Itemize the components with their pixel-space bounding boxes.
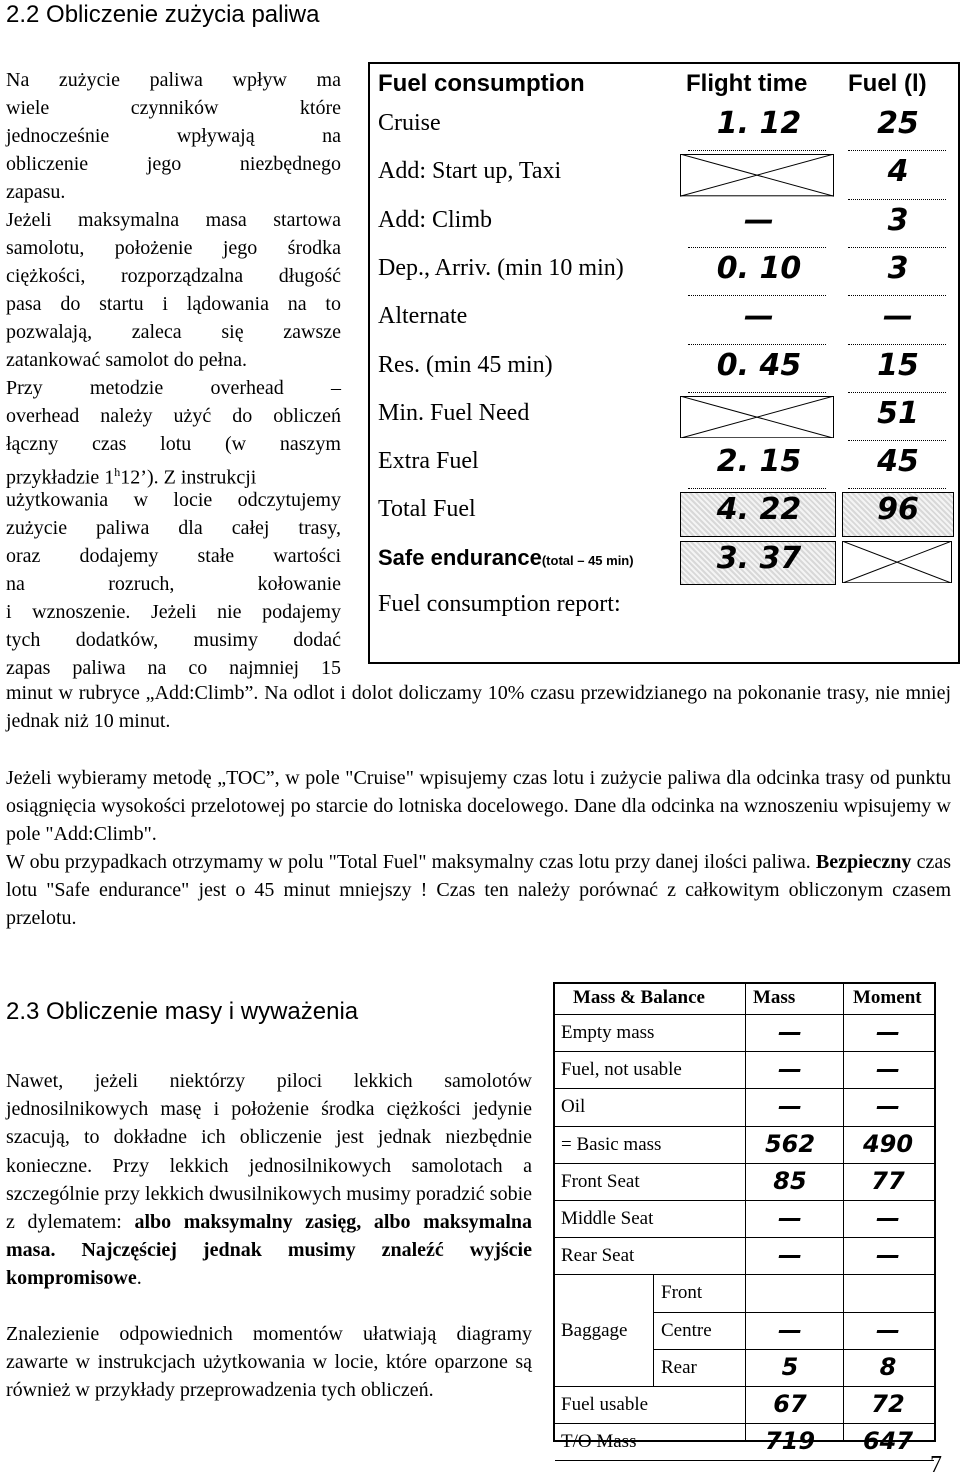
mass-value: 719 [764, 1427, 816, 1456]
p1-line: przykładzie 1$^h$12’). Z instrukcji [6, 465, 257, 489]
mb-part-b: . [136, 1267, 142, 1290]
p1-line: Przy metodzie overhead – [6, 377, 341, 399]
flight-time-value: 3. 37 [716, 540, 802, 576]
fuel-row-label: Min. Fuel Need [378, 399, 530, 426]
p1-line: zużycie paliwa dla całej trasy, [6, 517, 341, 539]
mb-bold: albo maksymalny zasięg, albo maksymalna masa. Najczęściej jednak musimy znaleźć wyjście kompromisowe [6, 1211, 532, 1290]
p1-line: użytkowania w locie odczytujemy [6, 489, 341, 511]
fuel-consumption-table [368, 62, 960, 664]
fuel-value: 96 [877, 492, 919, 528]
p1-line: zapasu. [6, 181, 66, 203]
p1-line: wiele czynników które [6, 97, 341, 119]
p3-part-b: czas lotu "Safe endurance" jest o 45 minut mniejszy ! Czas ten należy porównać z całkowitym obliczonym czasem przelotu. [6, 851, 951, 929]
row-divider [848, 392, 946, 394]
flight-time-value: 1. 12 [716, 106, 802, 141]
p1-line: samolotu, położenie jego środka [6, 237, 341, 259]
mass-value: — [778, 1018, 802, 1046]
row-divider [848, 199, 946, 201]
fuel-row-label: Total Fuel [378, 496, 476, 523]
moment-value: 490 [862, 1129, 914, 1158]
fuel-table-header [370, 64, 958, 104]
cross-box-icon [680, 396, 834, 438]
p1-line: tych dodatków, musimy dodać [6, 629, 341, 651]
p3-bold: Bezpieczny [815, 851, 912, 873]
mass-row-label: Oil [561, 1096, 586, 1118]
header-mass: Mass [753, 987, 796, 1008]
p1-line: Na zużycie paliwa wpływ ma [6, 69, 341, 91]
mass-value: — [778, 1204, 802, 1232]
moment-value: — [876, 1055, 900, 1084]
mass-value: 67 [773, 1390, 807, 1418]
mass-value: — [778, 1055, 802, 1084]
fuel-value: 25 [877, 106, 919, 141]
mass-row-label: Middle Seat [561, 1208, 654, 1229]
paragraph-fuel-continued: minut w rubryce „Add:Climb”. Na odlot i dolot doliczamy 10% czasu przewidzianego na pokonanie trasy, nie mniej jednak niż 10 minut. [6, 682, 951, 732]
p1-line: zatankować samolot do pełna. [6, 349, 248, 371]
flight-time-value: — [744, 202, 774, 238]
fuel-row-label: Dep., Arriv. (min 10 min) [378, 254, 624, 281]
page-number: 7 [930, 1452, 942, 1478]
mass-row-label: Centre [661, 1319, 712, 1341]
row-divider [688, 488, 826, 490]
flight-time-value: 0. 10 [716, 250, 802, 286]
mass-balance-table [553, 982, 936, 1456]
flight-time-value: — [744, 299, 774, 335]
p1-line: overhead należy użyć do obliczeń [6, 405, 341, 427]
p1-line: pasa do startu i lądowania na to [6, 293, 341, 315]
cross-box-icon [842, 541, 952, 583]
mass-value: 562 [764, 1129, 816, 1158]
moment-value: 72 [871, 1390, 905, 1418]
p1-line: Jeżeli maksymalna masa startowa [6, 209, 341, 231]
fuel-row-label: Add: Start up, Taxi [378, 158, 562, 185]
row-divider [688, 344, 826, 346]
p1-line: i wznoszenie. Jeżeli nie podajemy [6, 601, 341, 623]
flight-time-value: 4. 22 [716, 492, 802, 528]
mass-row-label: Fuel, not usable [561, 1059, 682, 1081]
fuel-value: 15 [877, 347, 919, 383]
cross-box-icon [680, 154, 834, 196]
mass-value: — [778, 1241, 802, 1270]
moment-value: — [876, 1204, 900, 1232]
safe-endurance-label: Safe endurance [378, 544, 542, 570]
moment-value: — [876, 1092, 900, 1121]
mass-row-label: Front [661, 1282, 703, 1304]
section-heading-2-3: 2.3 Obliczenie masy i wyważenia [6, 998, 359, 1025]
mass-row-label: = Basic mass [561, 1133, 662, 1155]
fuel-value: 45 [877, 444, 919, 480]
header-fuel-consumption: Fuel consumption [378, 70, 585, 97]
moment-value: 77 [871, 1166, 905, 1195]
row-divider [848, 344, 946, 346]
row-divider [848, 488, 946, 490]
fuel-value: — [883, 299, 913, 335]
moment-value: 8 [879, 1352, 897, 1381]
row-divider [848, 150, 946, 152]
p1-line: oraz dodajemy stałe wartości [6, 545, 341, 567]
row-divider [688, 392, 826, 394]
p1-line: pozwalają, zaleca się zawsze [6, 321, 341, 343]
p1-line: ciężkości, rozporządzalna długość [6, 265, 341, 287]
header-moment: Moment [853, 987, 922, 1008]
mass-value: 85 [773, 1166, 807, 1195]
fuel-row-label: Add: Climb [378, 206, 493, 233]
mass-value: — [778, 1315, 802, 1344]
flight-time-value: 0. 45 [716, 347, 802, 383]
baggage-label: Baggage [561, 1319, 628, 1341]
paragraph-total-fuel [6, 848, 951, 932]
fuel-row-label: Extra Fuel [378, 448, 479, 475]
p3-part-a: W obu przypadkach otrzymamy w polu "Total Fuel" maksymalny czas lotu przy danej ilości paliwa. [6, 851, 816, 873]
p1-line: łączny czas lotu (w naszym [6, 433, 341, 455]
row-divider [688, 247, 826, 249]
fuel-report-label: Fuel consumption report: [378, 591, 621, 617]
row-divider [848, 295, 946, 297]
moment-value: 647 [862, 1427, 914, 1456]
paragraph-toc-method: Jeżeli wybieramy metodę „TOC”, w pole "Cruise" wpisujemy czas lotu i zużycie paliwa dla odcinka trasy od punktu osiągnięcia wysokości przelotowej po starcie do lotniska docelowego. Dane dla odcinka na wznoszeniu wpisujemy w pole "Add:Climb". [6, 767, 951, 845]
p1-line: obliczenie jego niezbędnego [6, 153, 341, 175]
header-mass-balance: Mass & Balance [573, 987, 705, 1008]
fuel-row-label [378, 545, 634, 571]
mb-part-a: Nawet, jeżeli niektórzy piloci lekkich samolotów jednosilnikowych masę i położenie środka ciężkości jedynie szacują, to dokładne ich obliczenie jest jednak niezbędnie konieczne. Przy lekkich jednosilnikowych samolotach a szczególnie przy lekkich dwusilnikowych musimy poradzić sobie z dylematem: [6, 1070, 532, 1234]
fuel-value: 51 [877, 395, 919, 431]
mass-row-label: Rear [661, 1356, 697, 1378]
mass-value: — [778, 1092, 802, 1121]
mass-value: 5 [781, 1352, 799, 1381]
row-divider [688, 295, 826, 297]
mass-row-label: Rear Seat [561, 1245, 635, 1267]
p1-line: na rozruch, kołowanie [6, 573, 341, 595]
moment-value: — [876, 1018, 900, 1046]
header-flight-time: Flight time [686, 70, 808, 97]
paragraph-mass-balance [6, 1067, 532, 1293]
p1-line: zapas paliwa na co najmniej 15 [6, 657, 341, 679]
p1-superscript: h [114, 465, 121, 479]
fuel-value: 3 [887, 202, 909, 238]
fuel-row-label: Cruise [378, 110, 441, 136]
mass-row-label: T/O Mass [561, 1431, 637, 1453]
header-fuel-l: Fuel (l) [848, 70, 927, 97]
mass-row-label: Fuel usable [561, 1394, 649, 1415]
mass-row-label: Empty mass [561, 1022, 655, 1043]
fuel-value: 3 [887, 250, 909, 286]
row-divider [848, 247, 946, 249]
p1-line: jednocześnie wpływają na [6, 125, 341, 147]
fuel-row-label: Alternate [378, 303, 468, 330]
paragraph-moments: Znalezienie odpowiednich momentów ułatwiają diagramy zawarte w instrukcjach użytkowania w locie, które oparzone są również w przykłady przeprowadzenia tych obliczeń. [6, 1323, 532, 1402]
section-heading-2-2: 2.2 Obliczenie zużycia paliwa [6, 1, 320, 28]
moment-value: — [876, 1241, 900, 1270]
flight-time-value: 2. 15 [716, 444, 802, 480]
safe-endurance-sublabel: (total – 45 min) [541, 552, 634, 568]
mass-row-label: Front Seat [561, 1170, 640, 1192]
fuel-row-label: Res. (min 45 min) [378, 351, 553, 378]
row-divider [688, 150, 826, 152]
fuel-value: 4 [887, 154, 909, 190]
p1-after-sup: 12’). Z instrukcji [120, 466, 257, 489]
row-divider [848, 440, 946, 442]
moment-value: — [876, 1315, 900, 1344]
